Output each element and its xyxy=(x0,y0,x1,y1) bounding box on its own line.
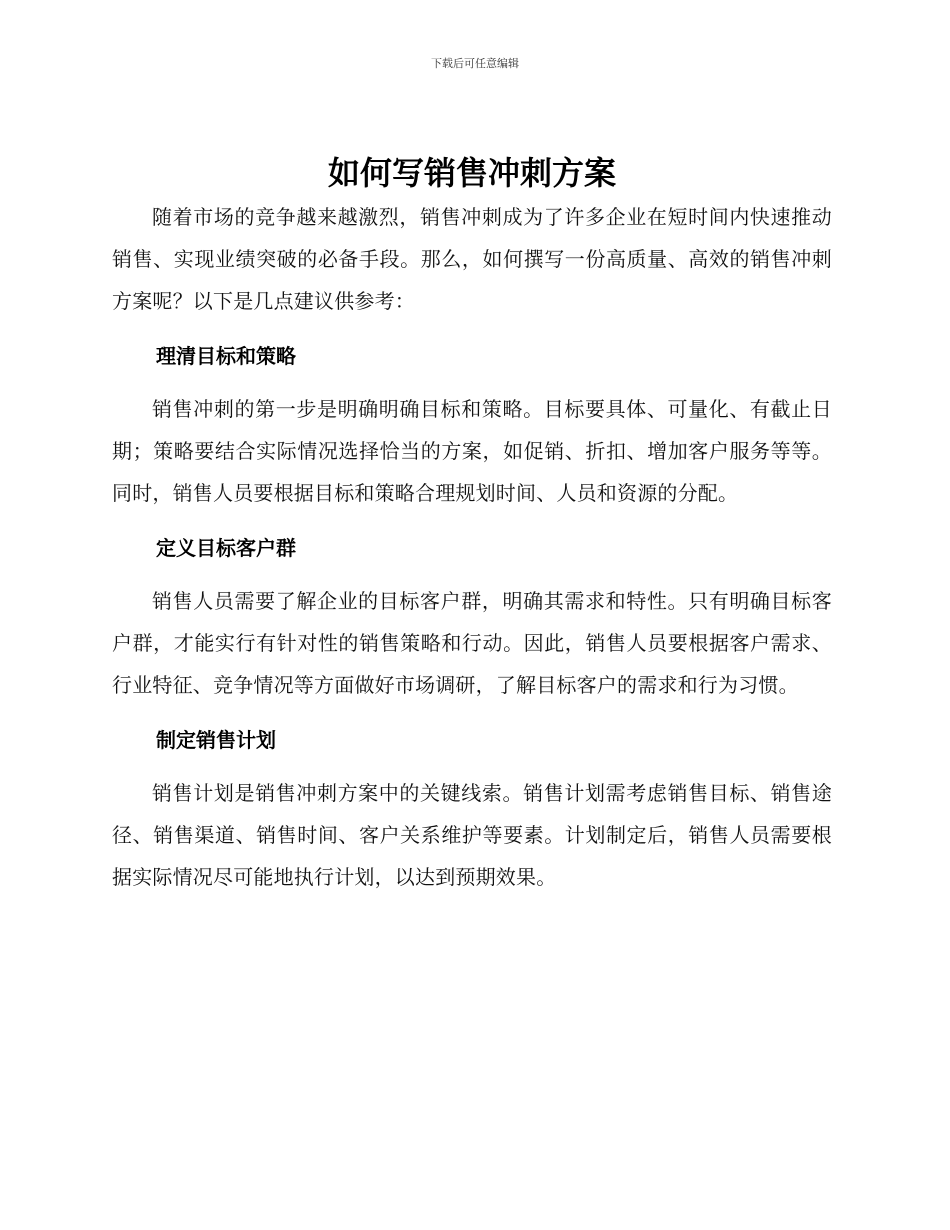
section-heading-customers: 定义目标客户群 xyxy=(156,536,296,560)
document-title: 如何写销售冲刺方案 xyxy=(327,154,616,192)
intro-paragraph: 随着市场的竞争越来越激烈，销售冲刺成为了许多企业在短时间内快速推动销售、实现业绩突破的必备手段。那么，如何撰写一份高质量、高效的销售冲刺方案呢？以下是几点建议供参考： xyxy=(112,205,832,313)
section-heading-plan: 制定销售计划 xyxy=(156,728,276,752)
section-body-plan: 销售计划是销售冲刺方案中的关键线索。销售计划需考虑销售目标、销售途径、销售渠道、销售时间、客户关系维护等要素。计划制定后，销售人员需要根据实际情况尽可能地执行计划，以达到预期效果。 xyxy=(112,781,832,889)
section-body-goals: 销售冲刺的第一步是明确明确目标和策略。目标要具体、可量化、有截止日期；策略要结合实际情况选择恰当的方案，如促销、折扣、增加客户服务等等。同时，销售人员要根据目标和策略合理规划时间、人员和资源的分配。 xyxy=(112,397,832,505)
section-body-customers: 销售人员需要了解企业的目标客户群，明确其需求和特性。只有明确目标客户群，才能实行有针对性的销售策略和行动。因此，销售人员要根据客户需求、行业特征、竞争情况等方面做好市场调研，了解目标客户的需求和行为习惯。 xyxy=(112,589,832,697)
header-note: 下载后可任意编辑 xyxy=(431,57,519,70)
document-content xyxy=(112,150,832,898)
section-heading-goals: 理清目标和策略 xyxy=(156,344,296,368)
